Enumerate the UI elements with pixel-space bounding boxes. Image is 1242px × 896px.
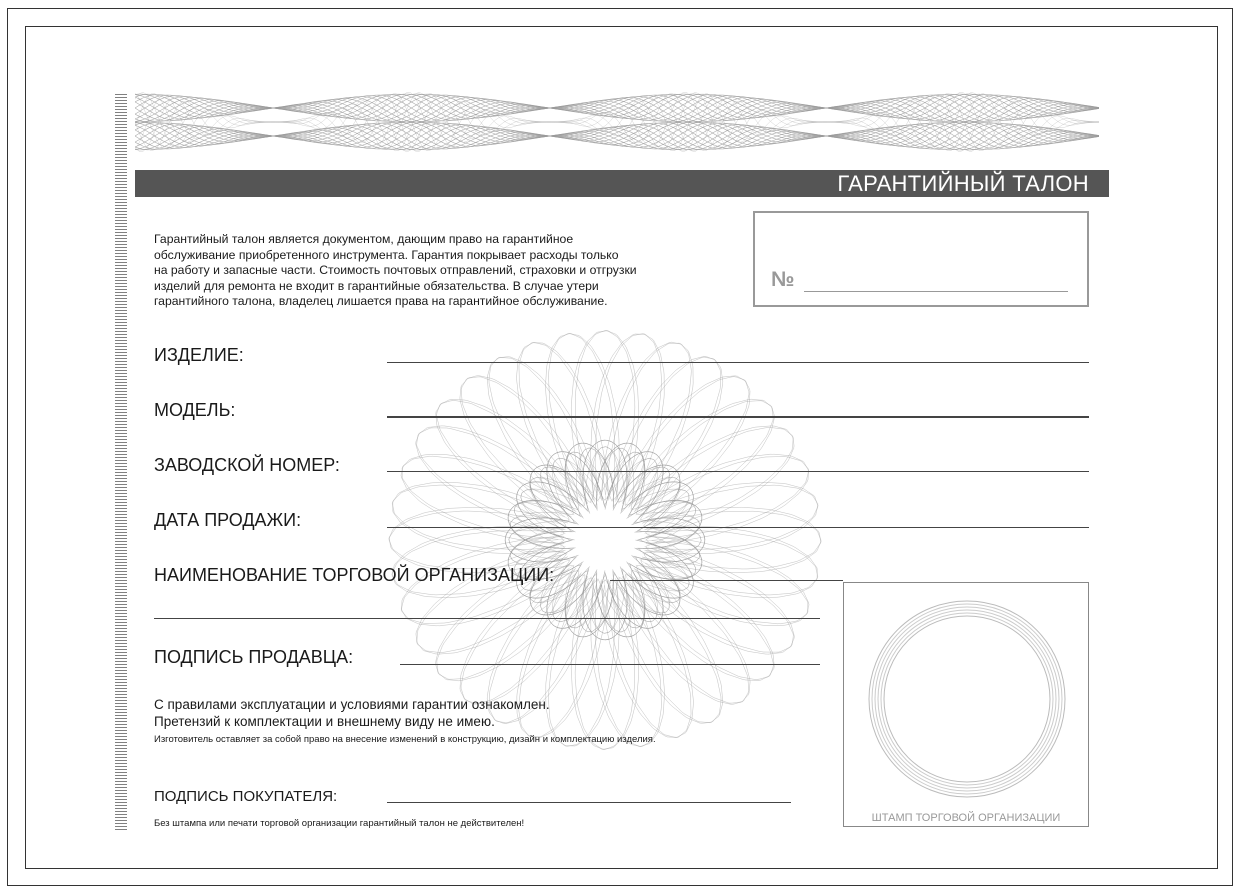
- title-bar: [135, 170, 1109, 197]
- page-title: ГАРАНТИЙНЫЙ ТАЛОН: [837, 171, 1089, 196]
- intro-line: гарантийного талона, владелец лишается права на гарантийное обслуживание.: [154, 294, 608, 308]
- guilloche-band: [135, 84, 1102, 160]
- guilloche-rosette: [355, 300, 855, 785]
- seller-signature-field[interactable]: [400, 664, 820, 665]
- buyer-signature-field[interactable]: [387, 802, 791, 803]
- validity-notice: Без штампа или печати торговой организации гарантийный талон не действителен!: [154, 818, 525, 829]
- serial-label: ЗАВОДСКОЙ НОМЕР:: [154, 455, 340, 475]
- intro-line: Гарантийный талон является документом, дающим право на гарантийное: [154, 232, 574, 246]
- serial-field[interactable]: [387, 471, 1089, 472]
- microtext-side-strip: [115, 92, 127, 830]
- no-claims-line: Претензий к комплектации и внешнему виду не имею.: [154, 714, 495, 729]
- intro-line: изделий для ремонта не входит в гарантийные обязательства. В случае утери: [154, 278, 599, 293]
- organization-field-line2[interactable]: [154, 618, 820, 619]
- organization-label: НАИМЕНОВАНИЕ ТОРГОВОЙ ОРГАНИЗАЦИИ:: [154, 565, 555, 585]
- intro-line: обслуживание приобретенного инструмента. Гарантия покрывает расходы только: [154, 247, 619, 262]
- intro-text: [154, 232, 744, 310]
- number-field[interactable]: [804, 291, 1068, 292]
- organization-field[interactable]: [610, 580, 843, 581]
- product-field[interactable]: [387, 362, 1089, 363]
- stamp-placeholder-ring: [844, 583, 1090, 828]
- sale-date-field[interactable]: [387, 527, 1089, 528]
- number-box: [753, 211, 1089, 307]
- manufacturer-notice: Изготовитель оставляет за собой право на внесение изменений в конструкцию, дизайн и комплектацию изделия.: [154, 734, 656, 745]
- product-label: ИЗДЕЛИЕ:: [154, 345, 244, 365]
- seller-signature-label: ПОДПИСЬ ПРОДАВЦА:: [154, 647, 354, 667]
- stamp-box[interactable]: [843, 582, 1089, 827]
- sale-date-label: ДАТА ПРОДАЖИ:: [154, 510, 302, 530]
- model-label: МОДЕЛЬ:: [154, 400, 236, 420]
- acknowledgement-line: С правилами эксплуатации и условиями гарантии ознакомлен.: [154, 697, 550, 712]
- stamp-label: ШТАМП ТОРГОВОЙ ОРГАНИЗАЦИИ: [871, 812, 1061, 824]
- intro-line: на работу и запасные части. Стоимость почтовых отправлений, страховки и отгрузки: [154, 263, 637, 277]
- buyer-signature-label: ПОДПИСЬ ПОКУПАТЕЛЯ:: [154, 788, 338, 805]
- number-sign: №: [771, 268, 795, 291]
- model-field[interactable]: [387, 416, 1089, 418]
